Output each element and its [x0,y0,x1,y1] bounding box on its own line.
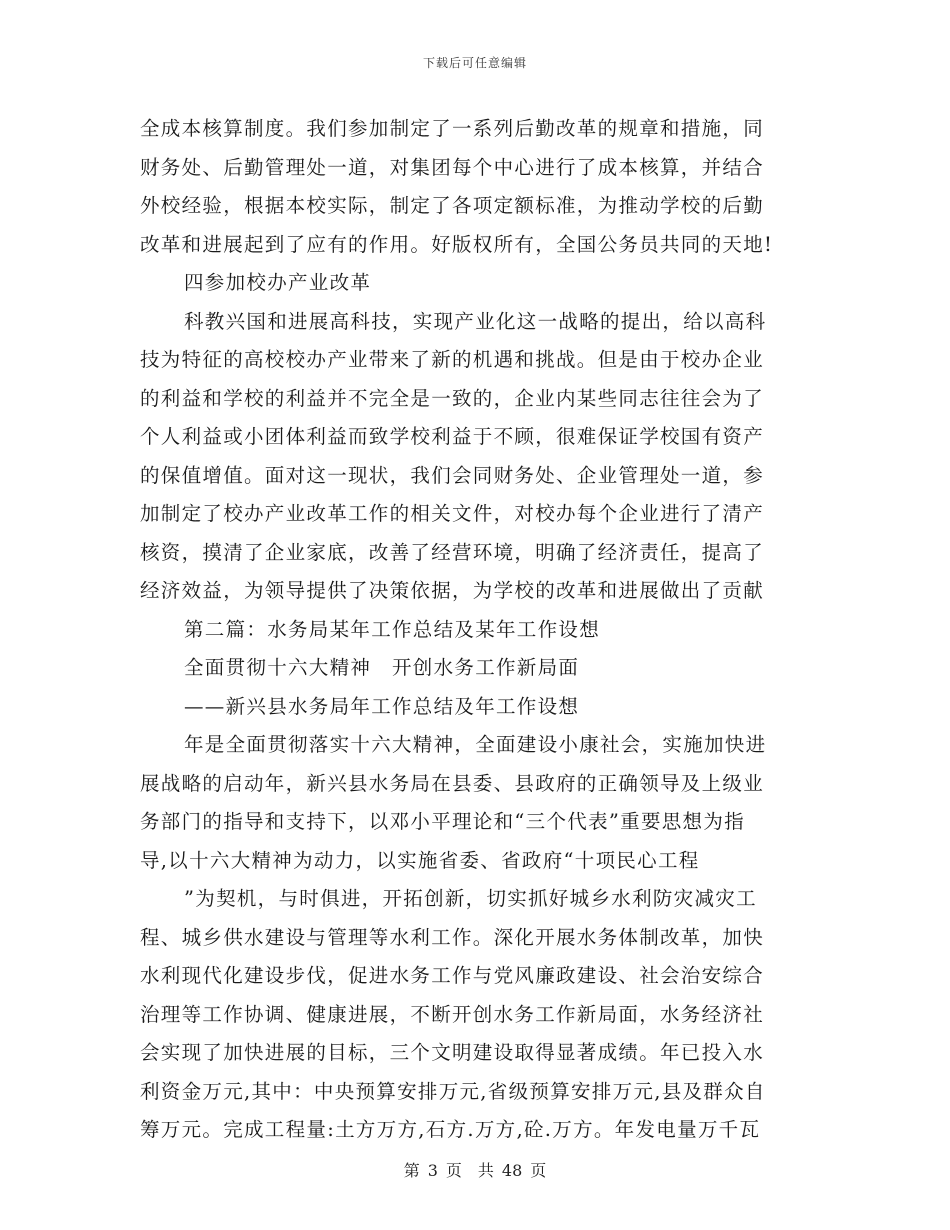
text-line: 外校经验，根据本校实际，制定了各项定额标准，为推动学校的后勤 [140,194,765,217]
text-line: ——新兴县水务局年工作总结及年工作设想 [184,694,580,718]
text-line: 会实现了加快进展的目标，三个文明建设取得显著成绩。年已投入水 [140,1041,765,1064]
document-body [140,110,810,1150]
page-header: 下载后可任意编辑 [422,56,527,70]
text-line: 水利现代化建设步伐，促进水务工作与党风廉政建设、社会治安综合 [140,964,765,987]
text-line: 核资，摸清了企业家底，改善了经营环境，明确了经济责任，提高了 [140,540,765,564]
text-line: 科教兴国和进展高科技，实现产业化这一战略的提出，给以高科 [184,309,767,333]
text-line: 的利益和学校的利益并不完全是一致的，企业内某些同志往往会为了 [140,386,765,410]
text-line: 经济效益，为领导提供了决策依据，为学校的改革和进展做出了贡献 [140,579,765,602]
text-line: 利资金万元,其中：中央预算安排万元,省级预算安排万元,县及群众自 [140,1079,766,1103]
text-line: 筹万元。完成工程量:土方万方,石方.万方,砼.万方。年发电量万千瓦 [140,1118,761,1141]
text-line: 导,以十六大精神为动力，以实施省委、省政府“十项民心工程 [140,848,700,872]
text-line: 的保值增值。面对这一现状，我们会同财务处、企业管理处一道，参 [140,463,765,487]
text-line: 全面贯彻十六大精神 开创水务工作新局面 [184,656,580,679]
text-line: 技为特征的高校校办产业带来了新的机遇和挑战。但是由于校办企业 [140,348,765,371]
total-pages-number: 48 [501,1161,523,1180]
footer-middle: 页 共 [445,1161,494,1180]
footer-suffix: 页 [530,1161,547,1180]
text-line: 四参加校办产业改革 [184,271,372,294]
text-line: 第二篇：水务局某年工作总结及某年工作设想 [184,617,601,641]
text-line: 年是全面贯彻落实十六大精神，全面建设小康社会，实施加快进 [184,733,767,756]
text-line: 改革和进展起到了应有的作用。好版权所有，全国公务员共同的天地! [140,232,774,256]
text-line: 治理等工作协调、健康进展，不断开创水务工作新局面，水务经济社 [140,1002,765,1026]
text-line: 程、城乡供水建设与管理等水利工作。深化开展水务体制改革，加快 [140,925,765,949]
text-line: 加制定了校办产业改革工作的相关文件，对校办每个企业进行了清产 [140,502,765,525]
current-page-number: 3 [427,1161,438,1180]
text-line: ”为契机，与时俱进，开拓创新，切实抓好城乡水利防灾减灾工 [184,887,757,910]
page-footer [0,1158,950,1181]
text-line: 个人利益或小团体利益而致学校利益于不顾，很难保证学校国有资产 [140,425,765,448]
text-line: 展战略的启动年，新兴县水务局在县委、县政府的正确领导及上级业 [140,771,765,795]
footer-prefix: 第 [403,1161,420,1180]
text-line: 全成本核算制度。我们参加制定了一系列后勤改革的规章和措施，同 [140,117,765,140]
text-line: 财务处、后勤管理处一道，对集团每个中心进行了成本核算，并结合 [140,155,765,179]
text-line: 务部门的指导和支持下，以邓小平理论和“三个代表”重要思想为指 [140,810,745,833]
